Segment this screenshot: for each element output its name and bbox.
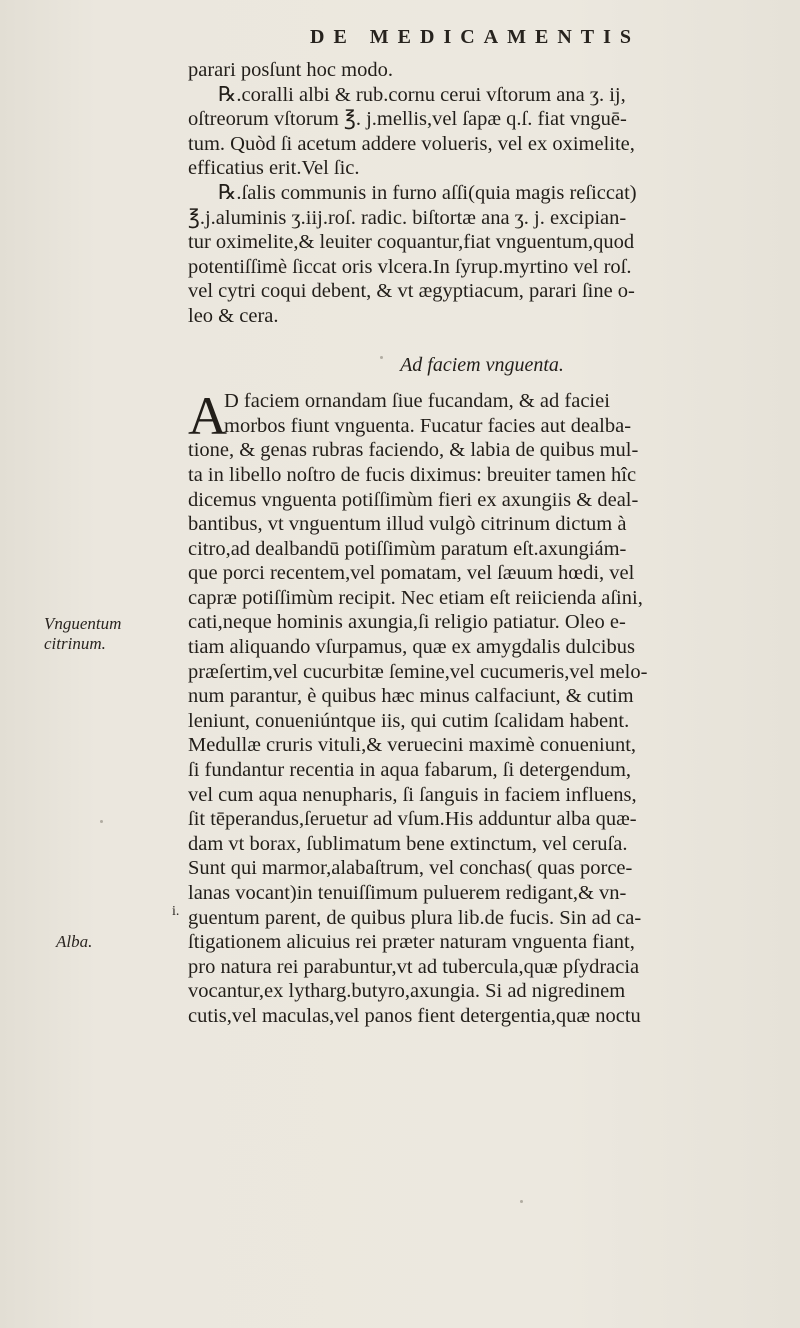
text-line: ℞.ſalis communis in furno aſſi(quia magis reſiccat) <box>218 181 637 204</box>
text-line: præſertim,vel cucurbitæ ſemine,vel cucumeris,vel melo- <box>188 660 648 683</box>
text-line: tur oximelite,& leuiter coquantur,fiat vnguentum,quod <box>188 231 635 254</box>
text-line: morbos fiunt vnguenta. Fucatur facies aut dealba- <box>224 414 632 437</box>
running-head: DE MEDICAMENTIS <box>310 26 641 48</box>
text-line: num parantur, è quibus hæc minus calfaciunt, & cutim <box>188 685 634 708</box>
text-line: que porci recentem,vel pomatam, vel ſæuum hœdi, vel <box>188 562 635 585</box>
text-line: citro,ad dealbandū potiſſimùm paratum eſt.axungiám- <box>188 537 627 560</box>
text-line: pro natura rei parabuntur,vt ad tubercula,quæ pſydracia <box>188 955 640 978</box>
text-line: tum. Quòd ſi acetum addere volueris, vel ex oximelite, <box>188 132 635 155</box>
margin-note-unguentum <box>44 614 121 654</box>
section-title: Ad faciem vnguenta. <box>400 353 564 376</box>
paper-speck <box>100 820 103 823</box>
text-line: Sunt qui marmor,alabaſtrum, vel conchas( quas porce- <box>188 857 633 880</box>
text-line: potentiſſimè ſiccat oris vlcera.In ſyrup.myrtino vel roſ. <box>188 255 632 278</box>
paper-speck <box>520 1200 523 1203</box>
text-line: guentum parent, de quibus plura lib.de fucis. Sin ad ca- <box>188 906 642 929</box>
text-line: cati,neque hominis axungia,ſi religio patiatur. Oleo e- <box>188 611 626 634</box>
text-line: oſtreorum vſtorum ℥. j.mellis,vel ſapæ q.ſ. fiat vnguē- <box>188 108 627 131</box>
text-line: vel cum aqua nenupharis, ſi ſanguis in faciem influens, <box>188 783 637 806</box>
text-line: lanas vocant)in tenuiſſimum puluerem redigant,& vn- <box>188 882 627 904</box>
text-line: tione, & genas rubras faciendo, & labia de quibus mul- <box>188 439 639 462</box>
margin-note-alba: Alba. <box>56 932 93 951</box>
text-line: bantibus, vt vnguentum illud vulgò citrinum dictum à <box>188 513 627 536</box>
text-line: parari posſunt hoc modo. <box>188 59 393 81</box>
text-line: cutis,vel maculas,vel panos fient detergentia,quæ noctu <box>188 1004 641 1027</box>
text-line: Medullæ cruris vituli,& veruecini maximè conueniunt, <box>188 734 637 757</box>
text-line: ſi fundantur recentia in aqua fabarum, ſi detergendum, <box>188 759 632 782</box>
text-line: ta in libello noſtro de fucis diximus: breuiter tamen hîc <box>188 463 637 486</box>
text-line: vocantur,ex lytharg.butyro,axungia. Si ad nigredinem <box>188 980 626 1003</box>
text-line: capræ potiſſimùm recipit. Nec etiam eſt reiicienda aſini, <box>188 586 643 609</box>
margin-note-line: Vnguentum <box>44 614 122 633</box>
text-line: dam vt borax, ſublimatum bene extinctum, vel ceruſa. <box>188 832 628 855</box>
text-line: tiam aliquando vſurpamus, quæ ex amygdalis dulcibus <box>188 636 635 659</box>
text-line: ℥.j.aluminis ʒ.iij.roſ. radic. biſtortæ ana ʒ. j. excipian- <box>188 206 627 229</box>
text-line: leo & cera. <box>188 304 279 327</box>
text-line: efficatius erit.Vel ſic. <box>188 157 360 180</box>
paragraph <box>188 386 766 1028</box>
paper-speck <box>380 356 383 359</box>
main-text <box>188 58 766 1029</box>
text-line: vel cytri coqui debent, & vt ægyptiacum, parari ſine o- <box>188 280 635 303</box>
margin-note-line: citrinum. <box>44 634 106 653</box>
text-line: ſtigationem alicuius rei præter naturam vnguenta fiant, <box>188 931 635 954</box>
text-line: dicemus vnguenta potiſſimùm fieri ex axungiis & deal- <box>188 488 639 511</box>
text-line: leniunt, conueniúntque iis, qui cutim ſcalidam habent. <box>188 709 630 732</box>
text-line: ℞.coralli albi & rub.cornu cerui vſtorum ana ʒ. ij, <box>218 83 626 106</box>
drop-cap: A <box>188 386 227 447</box>
spacer <box>188 329 766 343</box>
signature-mark: i. <box>172 904 180 919</box>
text-line: ſit tēperandus,ſeruetur ad vſum.His adduntur alba quæ- <box>188 808 637 831</box>
text-line: D faciem ornandam ſiue fucandam, & ad faciei <box>224 390 610 413</box>
